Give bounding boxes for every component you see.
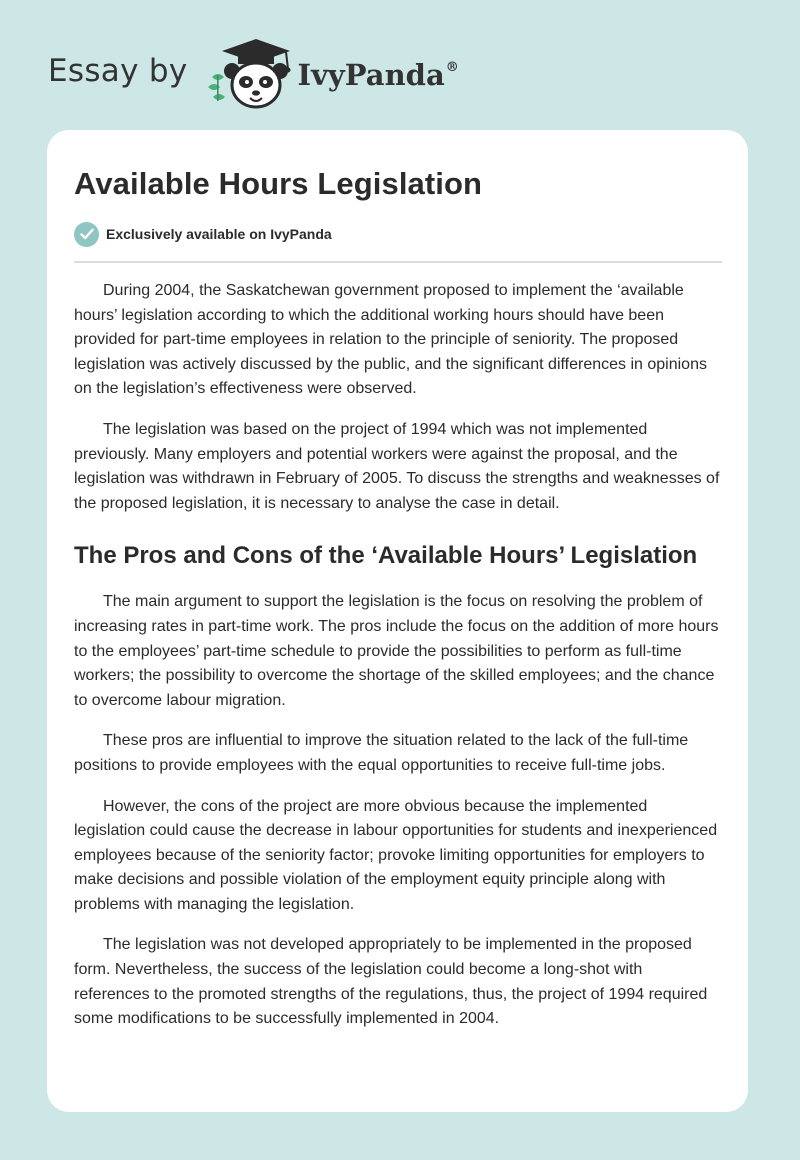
exclusive-label: Exclusively available on IvyPanda [106, 226, 332, 242]
section-paragraph-2: These pros are influential to improve the situation related to the lack of the full-time positions to provide employees with the equal opportunities to receive full-time jobs. [74, 732, 689, 774]
registered-mark: ® [445, 60, 459, 75]
section-paragraph-3: However, the cons of the project are more obvious because the implemented legislation could cause the decrease in labour opportunities for students and inexperienced employees because of the seniority factor; provoke limiting opportunities for employers to make decisions and possible violation of the employment equity principle along with problems with managing the legislation. [74, 797, 718, 913]
page-title: Available Hours Legislation [74, 166, 483, 201]
ivy-leaf-icon [208, 74, 225, 101]
intro-paragraph-2: The legislation was based on the project of 1994 which was not implemented previously. Many employers and potential workers were against the proposal, and the legislation was withdrawn in February of 2005. To discuss the strengths and weaknesses of the proposed legislation, it is necessary to analyse the case in detail. [74, 420, 720, 512]
intro-paragraph-1: During 2004, the Saskatchewan government proposed to implement the ‘available hours’ legislation according to which the additional working hours should have been provided for part-time employees in relation to the principle of seniority. The proposed legislation was actively discussed by the public, and the significant differences in opinions on the legislation’s effectiveness were observed. [74, 282, 707, 398]
panda-graduate-logo[interactable] [202, 37, 296, 111]
check-circle-icon [74, 222, 99, 247]
essay-by-label: Essay by [48, 53, 188, 89]
section-paragraph-1: The main argument to support the legislation is the focus on resolving the problem of increasing rates in part-time work. The pros include the focus on the addition of more hours to the employees’ part-time schedule to provide the possibilities to perform as full-time workers; the possibility to overcome the shortage of the skilled employees; and the chance to overcome labour migration. [74, 593, 719, 709]
divider [74, 261, 722, 263]
site-header [48, 34, 528, 114]
brand-text: IvyPanda [297, 58, 445, 92]
essay-card [47, 130, 748, 1112]
brand-name[interactable] [298, 58, 459, 92]
section-paragraph-4: The legislation was not developed appropriately to be implemented in the proposed form. Nevertheless, the success of the legislation could become a long-shot with references to the promoted strengths of the regulations, thus, the project of 1994 required some modifications to be successfully implemented in 2004. [74, 936, 708, 1028]
exclusive-badge [74, 221, 722, 247]
section-heading: The Pros and Cons of the ‘Available Hours’ Legislation [74, 542, 698, 570]
